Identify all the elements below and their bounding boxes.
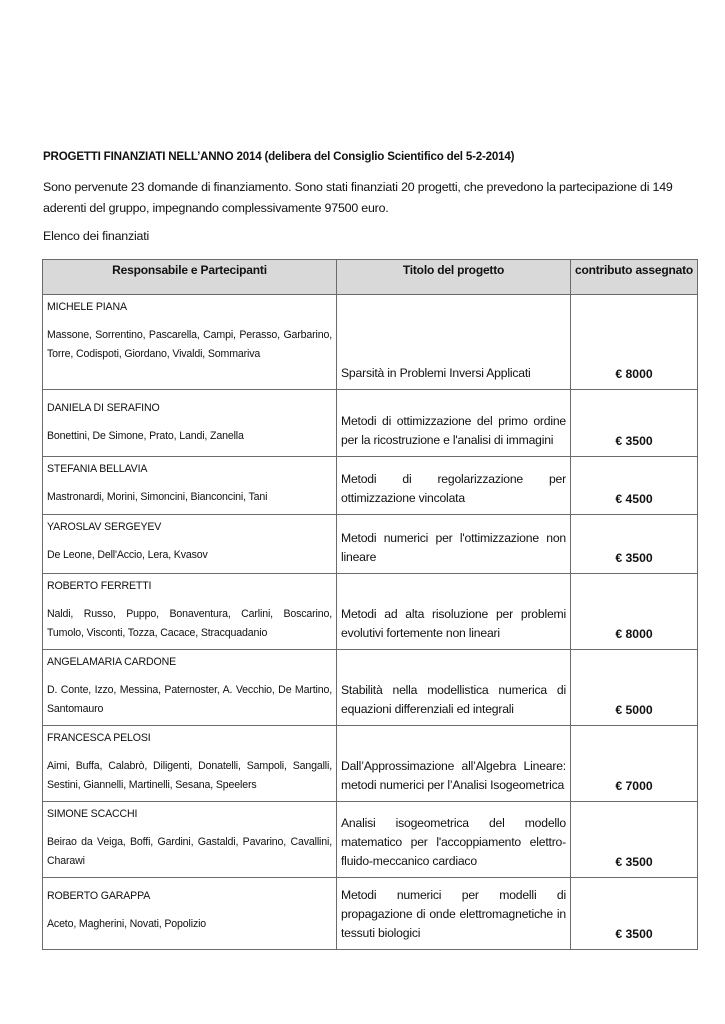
header-responsible: Responsabile e Partecipanti	[43, 260, 337, 295]
amount: € 5000	[615, 703, 653, 717]
project-title-cell	[337, 726, 571, 802]
amount: € 3500	[615, 551, 653, 565]
table-header-row	[43, 260, 698, 295]
participants: Beirao da Veiga, Boffi, Gardini, Gastaldi, Pavarino, Cavallini, Charawi	[47, 835, 332, 867]
project-title-cell	[337, 457, 571, 515]
funded-projects-table	[42, 259, 698, 950]
responsible-name: YAROSLAV SERGEYEV	[47, 521, 162, 533]
participants: De Leone, Dell'Accio, Lera, Kvasov	[47, 548, 208, 561]
responsible-name: SIMONE SCACCHI	[47, 808, 138, 820]
amount-cell	[571, 295, 698, 390]
project-title: Dall’Approssimazione all’Algebra Lineare: metodi numerici per l’Analisi Isogeometrica	[341, 759, 566, 792]
responsible-cell	[43, 650, 337, 726]
project-title: Metodi di regolarizzazione per ottimizzazione vincolata	[341, 472, 566, 505]
amount-cell	[571, 390, 698, 457]
participants: Naldi, Russo, Puppo, Bonaventura, Carlini, Boscarino, Tumolo, Visconti, Tozza, Cacace, Stracquadanio	[47, 607, 332, 639]
participants: Mastronardi, Morini, Simoncini, Bianconcini, Tani	[47, 490, 268, 503]
participants: Aceto, Magherini, Novati, Popolizio	[47, 917, 207, 930]
header-amount: contributo assegnato	[571, 260, 698, 295]
project-title: Metodi numerici per l'ottimizzazione non lineare	[341, 531, 566, 564]
table-row	[43, 574, 698, 650]
project-title: Metodi di ottimizzazione del primo ordine per la ricostruzione e l'analisi di immagini	[341, 414, 566, 447]
table-row	[43, 515, 698, 574]
amount: € 7000	[615, 779, 653, 793]
amount-cell	[571, 650, 698, 726]
responsible-name: MICHELE PIANA	[47, 301, 127, 313]
amount: € 8000	[615, 367, 653, 381]
project-title: Analisi isogeometrica del modello matematico per l'accoppiamento elettro-fluido-meccanico cardiaco	[341, 816, 566, 868]
amount-cell	[571, 457, 698, 515]
list-label: Elenco dei finanziati	[43, 229, 150, 243]
header-title: Titolo del progetto	[337, 260, 571, 295]
amount: € 3500	[615, 927, 653, 941]
responsible-name: DANIELA DI SERAFINO	[47, 402, 160, 414]
responsible-cell	[43, 878, 337, 950]
responsible-cell	[43, 390, 337, 457]
amount-cell	[571, 726, 698, 802]
amount-cell	[571, 515, 698, 574]
project-title: Sparsità in Problemi Inversi Applicati	[341, 366, 531, 380]
responsible-cell	[43, 726, 337, 802]
table-row	[43, 726, 698, 802]
table-row	[43, 390, 698, 457]
project-title-cell	[337, 390, 571, 457]
table-row	[43, 457, 698, 515]
amount: € 3500	[615, 434, 653, 448]
participants: Bonettini, De Simone, Prato, Landi, Zanella	[47, 429, 244, 442]
amount-cell	[571, 574, 698, 650]
responsible-name: STEFANIA BELLAVIA	[47, 463, 148, 475]
responsible-name: ROBERTO GARAPPA	[47, 890, 151, 902]
responsible-cell	[43, 515, 337, 574]
responsible-cell	[43, 295, 337, 390]
project-title-cell	[337, 878, 571, 950]
amount-cell	[571, 878, 698, 950]
responsible-name: ROBERTO FERRETTI	[47, 580, 152, 592]
table-row	[43, 878, 698, 950]
table-row	[43, 650, 698, 726]
responsible-cell	[43, 457, 337, 515]
responsible-cell	[43, 574, 337, 650]
project-title-cell	[337, 515, 571, 574]
amount: € 8000	[615, 627, 653, 641]
responsible-cell	[43, 802, 337, 878]
project-title-cell	[337, 574, 571, 650]
project-title: Metodi numerici per modelli di propagazione di onde elettromagnetiche in tessuti biologici	[341, 888, 566, 940]
participants: D. Conte, Izzo, Messina, Paternoster, A. Vecchio, De Martino, Santomauro	[47, 683, 332, 715]
responsible-name: FRANCESCA PELOSI	[47, 732, 151, 744]
participants: Massone, Sorrentino, Pascarella, Campi, Perasso, Garbarino, Torre, Codispoti, Giordano, Vivaldi, Sommariva	[47, 328, 332, 360]
amount: € 3500	[615, 855, 653, 869]
intro-paragraph: Sono pervenute 23 domande di finanziamento. Sono stati finanziati 20 progetti, che prevedono la partecipazione di 149 aderenti del gruppo, impegnando complessivamente 97500 euro.	[43, 180, 673, 215]
project-title-cell	[337, 650, 571, 726]
amount-cell	[571, 802, 698, 878]
table-row	[43, 802, 698, 878]
project-title-cell	[337, 295, 571, 390]
project-title: Stabilità nella modellistica numerica di equazioni differenziali ed integrali	[341, 683, 566, 716]
responsible-name: ANGELAMARIA CARDONE	[47, 656, 177, 668]
document-heading: PROGETTI FINANZIATI NELL’ANNO 2014 (delibera del Consiglio Scientifico del 5-2-2014)	[43, 150, 515, 163]
amount: € 4500	[615, 492, 653, 506]
project-title: Metodi ad alta risoluzione per problemi evolutivi fortemente non lineari	[341, 607, 566, 640]
project-title-cell	[337, 802, 571, 878]
participants: Aimi, Buffa, Calabrò, Diligenti, Donatelli, Sampoli, Sangalli, Sestini, Giannelli, Martinelli, Sesana, Speelers	[47, 759, 332, 791]
table-row	[43, 295, 698, 390]
